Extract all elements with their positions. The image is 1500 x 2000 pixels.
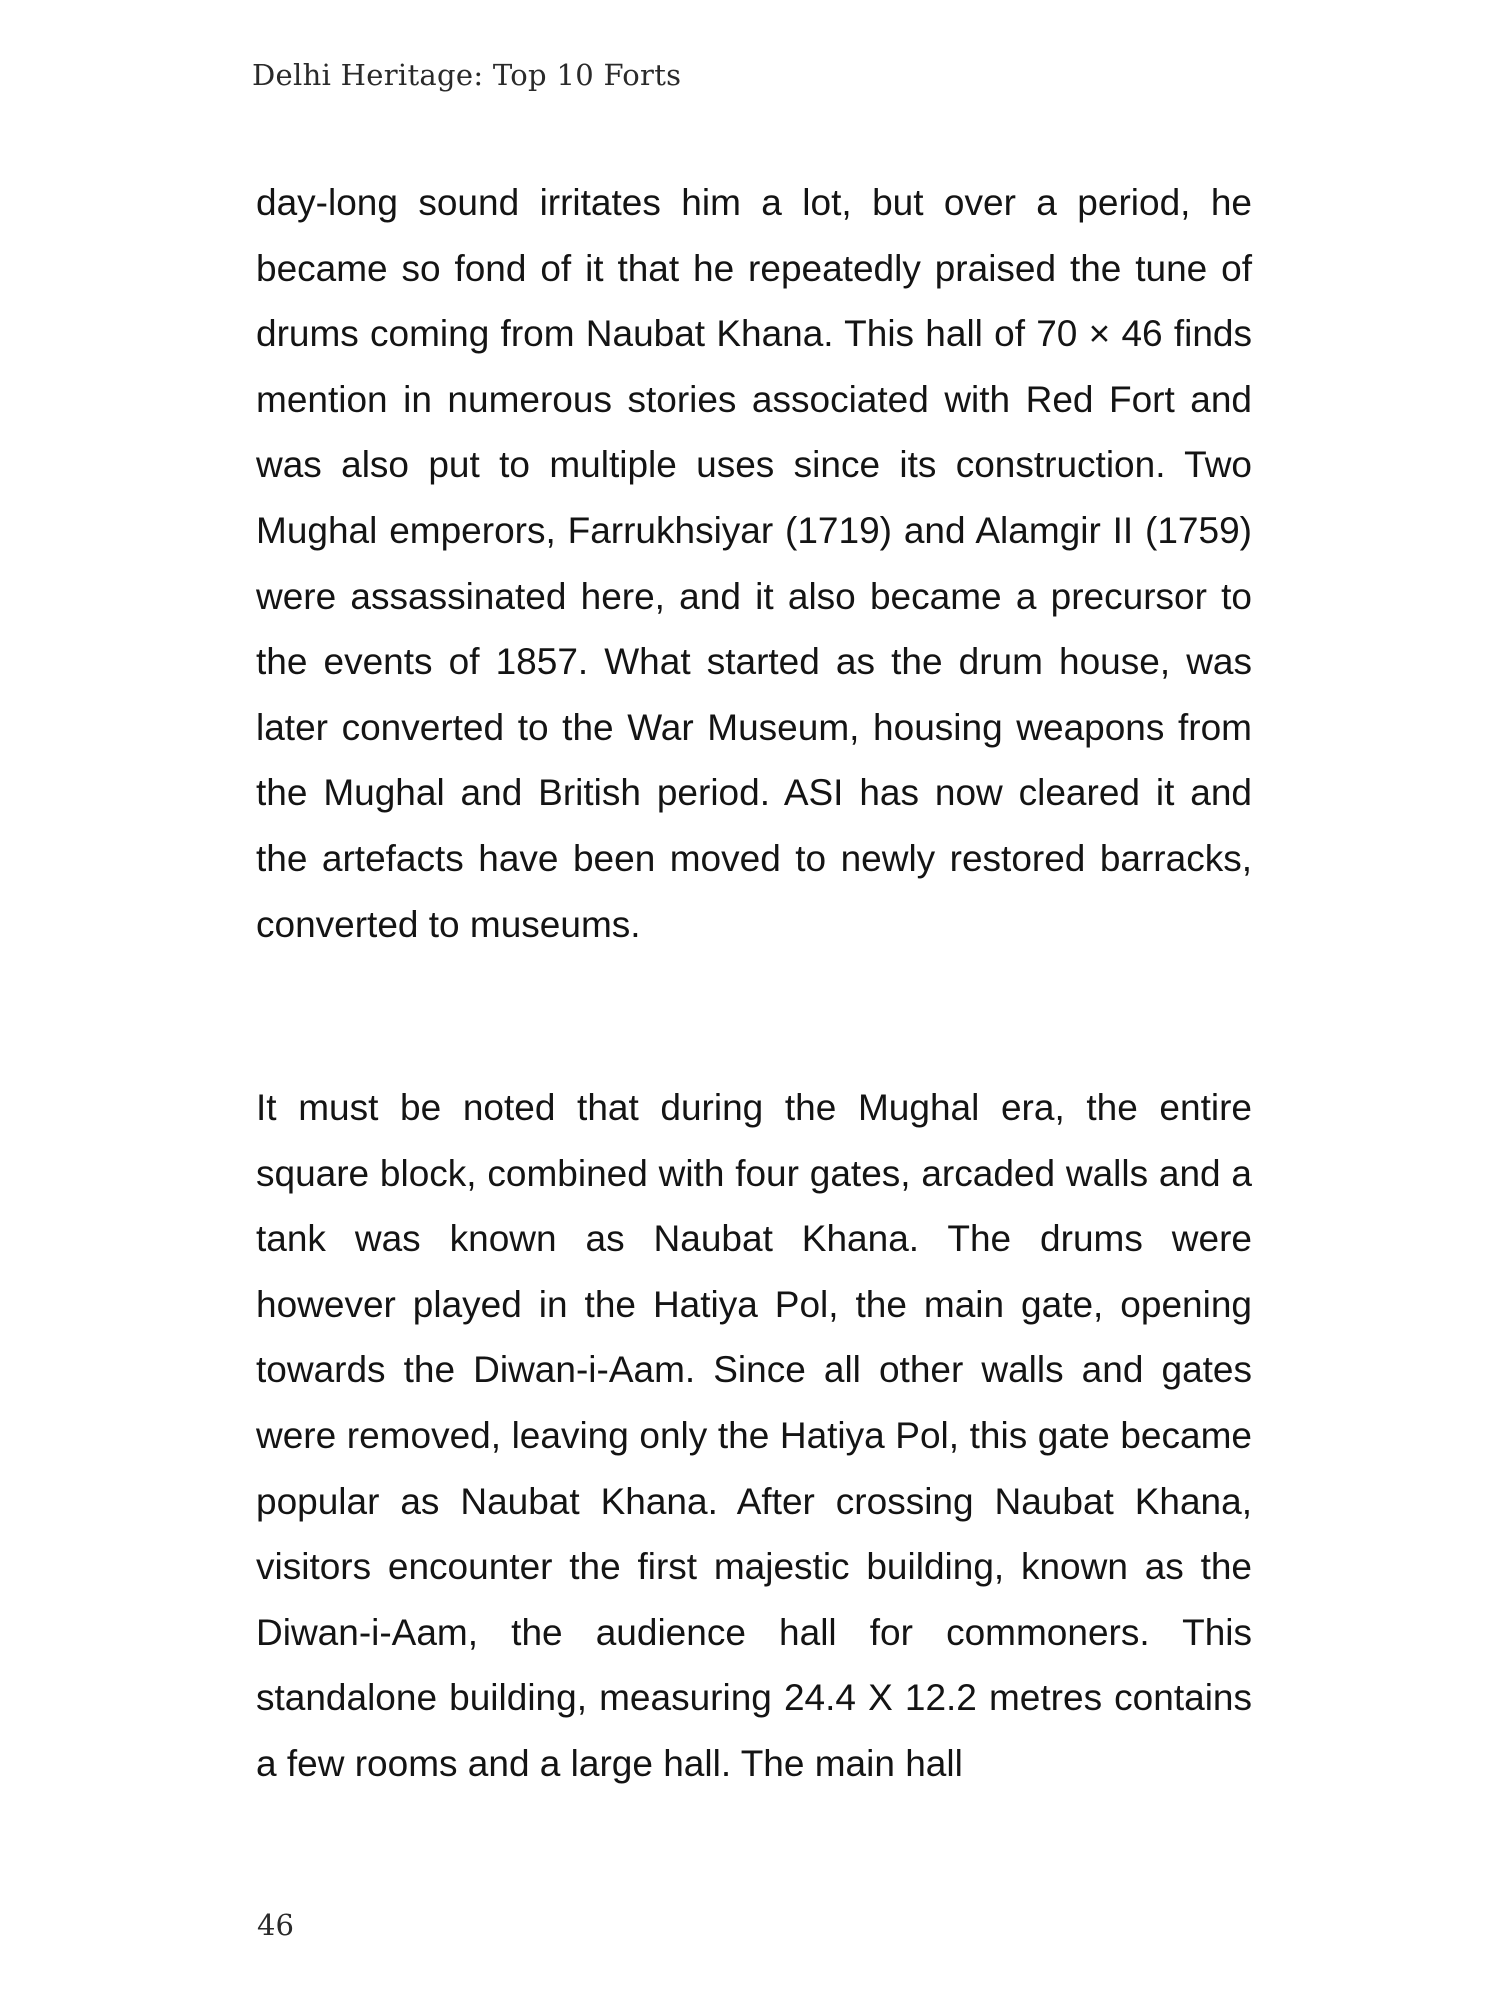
paragraph-2: It must be noted that during the Mughal era, the entire square block, combined with four gates, arcaded walls and a tank was known as Naubat Khana. The drums were however played in the Hatiya Pol, the main gate, opening towards the Diwan-i-Aam. Since all other walls and gates were removed, leaving only the Hatiya Pol, this gate became popular as Naubat Khana. After crossing Naubat Khana, visitors encounter the first majestic building, known as the Diwan-i-Aam, the audience hall for commoners. This standalone building, measuring 24.4 X 12.2 metres contains a few rooms and a large hall. The main hall [256,1087,1252,1784]
page-number: 46 [257,1908,294,1942]
running-header: Delhi Heritage: Top 10 Forts [252,58,682,92]
paragraph-1: day-long sound irritates him a lot, but over a period, he became so fond of it that he repeatedly praised the tune of drums coming from Naubat Khana. This hall of 70 × 46 finds mention in numerous stories associated with Red Fort and was also put to multiple uses since its construction. Two Mughal emperors, Farrukhsiyar (1719) and Alamgir II (1759) were assassinated here, and it also became a precursor to the events of 1857. What started as the drum house, was later converted to the War Museum, housing weapons from the Mughal and British period. ASI has now cleared it and the artefacts have been moved to newly restored barracks, converted to museums. [256,182,1252,945]
